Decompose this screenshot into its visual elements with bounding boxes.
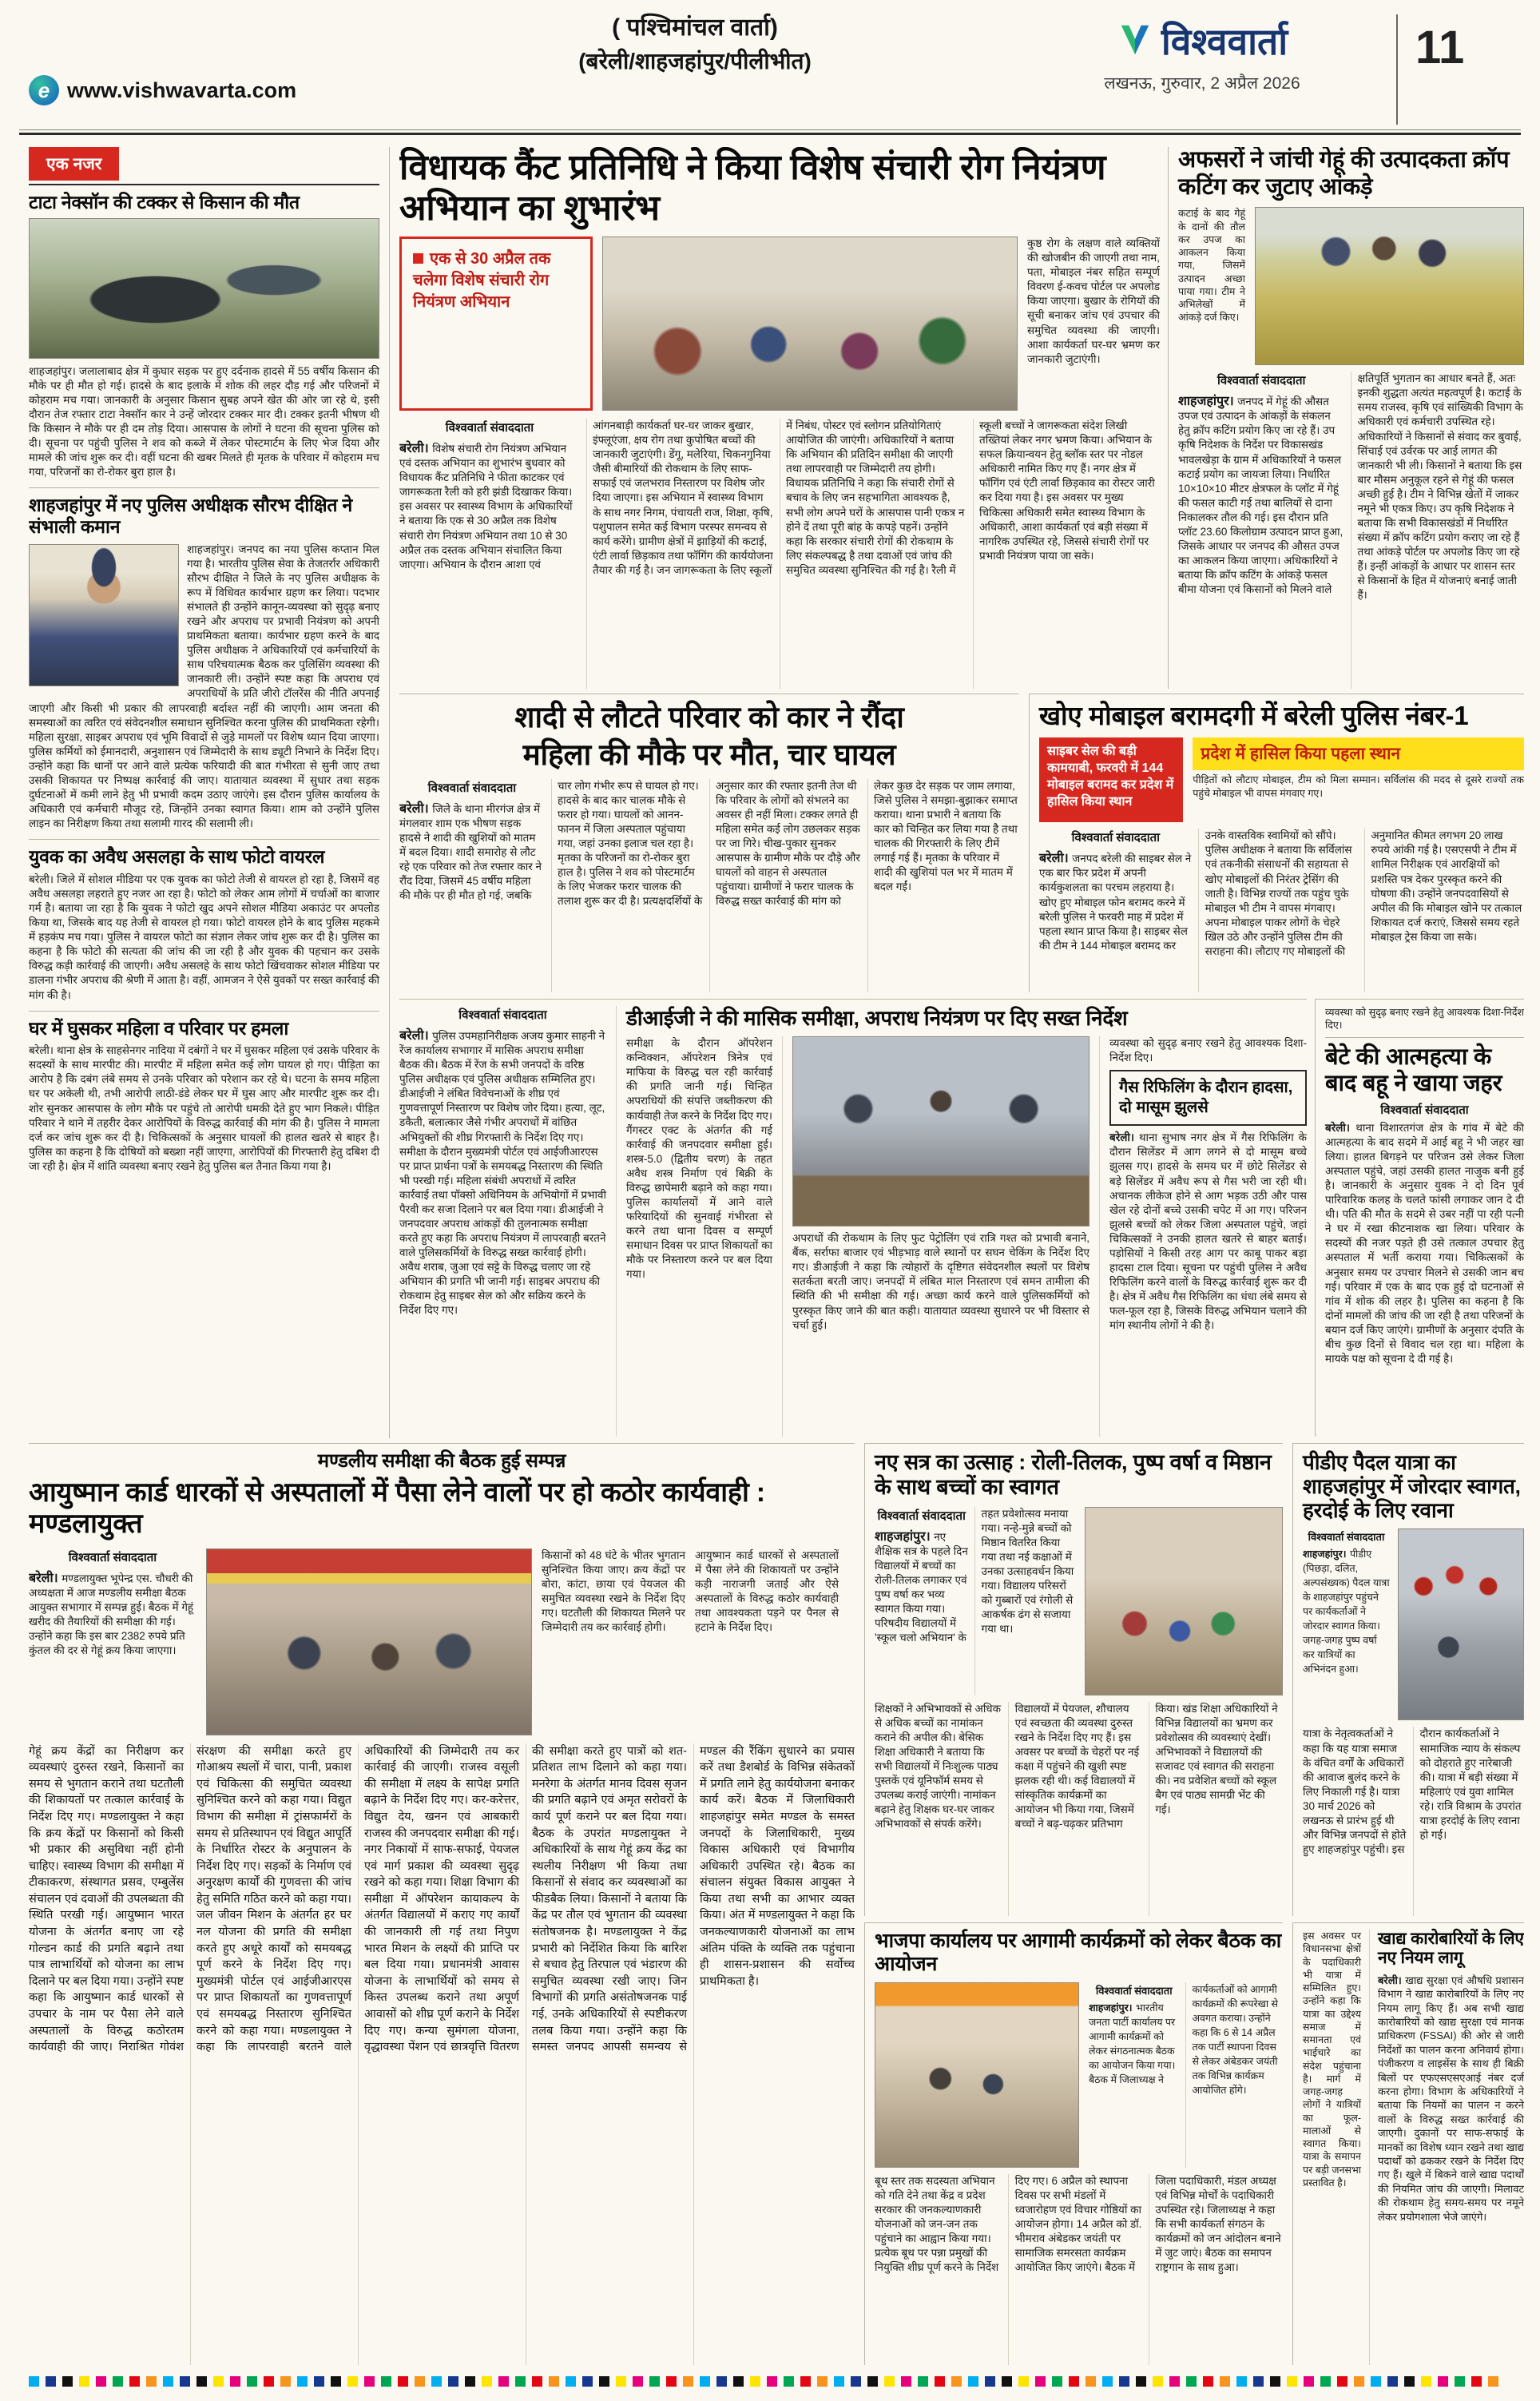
bjp-body-columns — [875, 2174, 1283, 2365]
website-link[interactable]: www.vishwavarta.com — [67, 78, 297, 102]
ayushman-body: गेहूं क्रय केंद्रों का निरीक्षण कर व्यवस्थाएं दुरुस्त रखने, किसानों का समय से भुगतान कराने तथा घटतौली की शिकायतों पर तत्काल कार्रवाई के निर्देश दिए गए। मण्डलायुक्त ने कहा कि क्रय केंद्रों पर किसानों को किसी भी प्रकार की असुविधा नहीं होनी चाहिए। स्वास्थ्य विभाग की समीक्षा में टीकाकरण, संस्थागत प्रसव, एम्बुलेंस संचालन एवं दवाओं की उपलब्धता की स्थिति परखी गई। आयुष्मान भारत योजना के अंतर्गत बनाए जा रहे गोल्डन कार्ड की प्रगति बढ़ाने तथा पात्र लाभार्थियों को योजना का लाभ दिलाने पर बल दिया गया। उन्होंने स्पष्ट कहा कि आयुष्मान कार्ड धारकों से उपचार के नाम पर पैसा लेने वाले अस्पतालों के विरुद्ध कठोरतम कार्यवाही की जाए। निराश्रित गोवंश संरक्षण की समीक्षा करते हुए गोआश्रय स्थलों में चारा, पानी, प्रकाश एवं चिकित्सा की समुचित व्यवस्था सुनिश्चित करने को कहा गया। विद्युत विभाग की समीक्षा में ट्रांसफार्मरों के समय से प्रतिस्थापन एवं विद्युत आपूर्ति के निर्धारित रोस्टर के अनुपालन के निर्देश दिए गए। सड़कों के निर्माण एवं अनुरक्षण कार्यों की गुणवत्ता की जांच हेतु समिति गठित करने को कहा गया। जल जीवन मिशन के अंतर्गत हर घर नल योजना की प्रगति की समीक्षा करते हुए अधूरे कार्यों को समयबद्ध पूर्ण करने के निर्देश दिए गए। मुख्यमंत्री पोर्टल एवं आईजीआरएस पर प्राप्त शिकायतों का गुणवत्तापूर्ण एवं समयबद्ध निस्तारण सुनिश्चित करने को कहा गया। मण्डलायुक्त ने कहा कि लापरवाही बरतने वाले अधिकारियों की जिम्मेदारी तय कर कार्रवाई की जाएगी। राजस्व वसूली की समीक्षा में लक्ष्य के सापेक्ष प्रगति बढ़ाने के निर्देश दिए गए। कर-करेत्तर, विद्युत देय, खनन एवं आबकारी राजस्व की जनपदवार समीक्षा की गई। नगर निकायों में साफ-सफाई, पेयजल एवं मार्ग प्रकाश की व्यवस्था सुदृढ़ रखने को कहा गया। शिक्षा विभाग की समीक्षा में ऑपरेशन कायाकल्प के अंतर्गत विद्यालयों में कराए गए कार्यों की जानकारी ली गई तथा निपुण भारत मिशन के लक्ष्यों की प्राप्ति पर बल दिया गया। प्रधानमंत्री आवास योजना के लाभार्थियों को समय से किस्त उपलब्ध कराने तथा अपूर्ण आवासों को शीघ्र पूर्ण कराने के निर्देश दिए गए। कन्या सुमंगला योजना, वृद्धावस्था पेंशन एवं छात्रवृत्ति वितरण की समीक्षा करते हुए पात्रों को शत-प्रतिशत लाभ दिलाने को कहा गया। मनरेगा के अंतर्गत मानव दिवस सृजन की प्रगति बढ़ाने एवं अमृत सरोवरों के कार्य पूर्ण कराने पर बल दिया गया। बैठक के उपरांत मण्डलायुक्त ने अधिकारियों के साथ गेहूं क्रय केंद्र का स्थलीय निरीक्षण भी किया तथा किसानों से संवाद कर व्यवस्थाओं का फीडबैक लिया। किसानों ने बताया कि केंद्र पर तौल एवं भुगतान की व्यवस्था संतोषजनक है। मण्डलायुक्त ने केंद्र प्रभारी को निर्देशित किया कि बारिश से बचाव हेतु तिरपाल एवं भंडारण की समुचित व्यवस्था रखी जाए। जिन विभागों की प्रगति असंतोषजनक पाई गई, उनके अधिकारियों से स्पष्टीकरण तलब किया गया। उन्होंने कहा कि समस्त जनपद आपसी समन्वय से मण्डल की रैंकिंग सुधारने का प्रयास करें तथा डैशबोर्ड के विभिन्न संकेतकों में प्रगति लाने हेतु कार्ययोजना बनाकर कार्य करें। बैठक में जिलाधिकारी शाहजहांपुर समेत मण्डल के समस्त जनपदों के जिलाधिकारी, मुख्य विकास अधिकारी एवं विभागीय अधिकारी उपस्थित रहे। बैठक का संचालन संयुक्त विकास आयुक्त ने किया तथा सभी का आभार व्यक्त किया। अंत में मण्डलायुक्त ने कहा कि जनकल्याणकारी योजनाओं का लाभ अंतिम पंक्ति के व्यक्ति तक पहुंचाना ही शासन-प्रशासन की सर्वोच्च प्राथमिकता है। — [29, 1744, 855, 2054]
registration-mark — [1488, 2376, 1498, 2387]
byline: विश्ववार्ता संवाददाता — [1071, 831, 1161, 845]
gas-body-wrap — [1109, 1131, 1307, 1437]
attack-headline: घर में घुसकर महिला व परिवार पर हमला — [29, 1011, 379, 1040]
gehu-body: जनपद में गेहूं की औसत उपज एवं उत्पादन के आंकड़ों के संकलन हेतु क्रॉप कटिंग प्रयोग किए जा रहे हैं। उप कृषि निदेशक के निर्देश पर विकासखंड भावलखेड़ा के ग्राम में अधिकारियों ने फसल कटाई प्रयोग का जायजा लिया। निर्धारित 10×10×10 मीटर क्षेत्रफल के प्लॉट में गेहूं की फसल काटी गई तथा बालियों से दाना निकालकर तौल की गई। इस दौरान प्रति प्लॉट 23.60 किलोग्राम उत्पादन प्राप्त हुआ, जिसके आधार पर जनपद की औसत उपज का आकलन किया जाएगा। अधिकारियों ने बताया कि क्रॉप कटिंग के आंकड़े फसल बीमा योजना एवं किसानों को मिलने वाले क्षतिपूर्ति भुगतान का आधार बनते हैं, अतः इनकी शुद्धता अत्यंत महत्वपूर्ण है। कटाई के समय राजस्व, कृषि एवं सांख्यिकी विभाग के अधिकारी एवं कर्मचारी उपस्थित रहे। अधिकारियों ने किसानों से संवाद कर बुवाई, सिंचाई एवं उर्वरक पर आई लागत की जानकारी भी ली। किसानों ने बताया कि इस बार मौसम अनुकूल रहने से गेहूं की फसल अच्छी हुई है। टीम ने विभिन्न खेतों में जाकर नमूने भी एकत्र किए। उप कृषि निदेशक ने बताया कि सभी विकासखंडों में निर्धारित संख्या में क्रॉप कटिंग प्रयोग कराए जा रहे हैं तथा आंकड़े पोर्टल पर अपलोड किए जा रहे हैं। इन्हीं आंकड़ों के आधार पर शासन स्तर से किसानों के हित में योजनाएं बनाई जाती हैं। — [1178, 372, 1523, 602]
sanchari-body-columns — [399, 419, 1160, 689]
registration-mark — [1270, 2376, 1280, 2387]
registration-mark — [935, 2376, 945, 2387]
gas-headline: गैस रिफिलिंग के दौरान हादसा, दो मासूम झुलसे — [1109, 1070, 1307, 1126]
registration-mark — [297, 2376, 308, 2387]
gas-sub-article — [1099, 1036, 1307, 1437]
dateline: बरेली। — [1325, 1121, 1350, 1134]
mobile-body: जनपद बरेली की साइबर सेल ने एक बार फिर प्रदेश में अपनी कार्यकुशलता का परचम लहराया है। खोए हुए मोबाइल फोन बरामद करने में बरेली पुलिस ने फरवरी माह में प्रदेश में पहला स्थान प्राप्त किया है। साइबर सेल की टीम ने 144 मोबाइल बरामद कर उनके वास्तविक स्वामियों को सौंपे। पुलिस अधीक्षक ने बताया कि सर्विलांस एवं तकनीकी संसाधनों की सहायता से खोए मोबाइलों की निरंतर ट्रेसिंग की जाती है। विभिन्न राज्यों तक पहुंच चुके मोबाइल भी टीम ने वापस मंगवाए। अपना मोबाइल पाकर लोगों के चेहरे खिल उठे और उन्होंने पुलिस टीम की सराहना की। लौटाए गए मोबाइलों की अनुमानित कीमत लगभग 20 लाख रुपये आंकी गई है। एसएसपी ने टीम में शामिल निरीक्षक एवं आरक्षियों को प्रशस्ति पत्र देकर पुरस्कृत करने की घोषणा की। उन्होंने जनपदवासियों से अपील की कि मोबाइल खोने पर तत्काल शिकायत दर्ज कराएं, जिससे समय रहते मोबाइल ट्रेस किया जा सके। — [1039, 829, 1522, 957]
accident-body: शाहजहांपुर। जलालाबाद क्षेत्र में कुघार सड़क पर हुए दर्दनाक हादसे में 55 वर्षीय किसान की मौके पर ही मौत हो गई। हादसे के बाद इलाके में शोक की लहर दौड़ गई और परिजनों में कोहराम मच गया। जानकारी के अनुसार किसान सुबह अपने खेत की ओर जा रहे थे, इसी दौरान तेज रफ्तार टाटा नेक्सॉन कार ने उन्हें जोरदार टक्कर मार दी। टक्कर इतनी भीषण थी कि किसान ने मौके पर ही दम तोड़ दिया। आसपास के लोगों ने घटना की सूचना पुलिस को दी। सूचना पर पहुंची पुलिस ने शव को कब्जे में लेकर पोस्टमार्टम के लिए भेज दिया और मामले की जांच शुरू कर दी। वहीं घटना की खबर मिलते ही मृतक के परिवार में कोहराम मच गया, परिजनों का रो-रोकर बुरा हाल है। — [29, 364, 379, 479]
viral-photo-body: बरेली। जिले में सोशल मीडिया पर एक युवक का फोटो तेजी से वायरल हो रहा है, जिसमें वह अवैध असलहा लहराते हुए नजर आ रहा है। फोटो को लेकर आम लोगों में चर्चाओं का बाजार गर्म है। बताया जा रहा है कि युवक ने फोटो खुद अपने सोशल मीडिया अकाउंट पर अपलोड किया था, जिसके बाद यह तेजी से वायरल हो गया। फोटो वायरल होने के बाद पुलिस महकमे में हड़कंप मच गया। पुलिस ने वायरल फोटो का संज्ञान लेकर जांच शुरू कर दी है। पुलिस का कहना है कि फोटो की सत्यता की जांच की जा रही है और युवक की पहचान कर उसके विरुद्ध कड़ी कार्रवाई की जाएगी। अवैध असलहे के साथ फोटो खिंचवाकर सोशल मीडिया पर डालना गंभीर अपराध की श्रेणी में आता है। वहीं, आमजन ने ऐसे युवकों पर सख्त कार्रवाई की मांग की है। — [29, 873, 379, 1001]
gehu-body-columns — [1178, 372, 1524, 689]
registration-mark — [1169, 2376, 1180, 2387]
viral-photo-headline: युवक का अवैध असलहा के साथ फोटो वायरल — [29, 839, 379, 868]
ek-najar-label: एक नजर — [29, 147, 119, 181]
naya-satra-body-columns — [875, 1702, 1283, 1916]
gehu-article — [1168, 147, 1524, 689]
registration-mark — [817, 2376, 828, 2387]
registration-mark — [1320, 2376, 1331, 2387]
ayushman-body-columns — [29, 1743, 855, 2365]
dateline: शाहजहांपुर। — [1303, 1548, 1347, 1560]
wheat-crop-cutting-photo — [1255, 207, 1524, 365]
byline: विश्ववार्ता संवाददाता — [458, 1008, 547, 1022]
registration-mark — [633, 2376, 643, 2387]
gas-body: थाना सुभाष नगर क्षेत्र में गैस रिफिलिंग के दौरान सिलेंडर में आग लगने से दो मासूम बच्चे झुलस गए। हादसे के समय घर में छोटे सिलेंडर से बड़े सिलेंडर में अवैध रूप से गैस भरी जा रही थी। अचानक लीकेज होने से आग भड़क उठी और पास खेल रहे दोनों बच्चे उसकी चपेट में आ गए। परिजन झुलसे बच्चों को लेकर जिला अस्पताल पहुंचे, जहां चिकित्सकों ने उनकी हालत खतरे से बाहर बताई। पड़ोसियों ने किसी तरह आग पर काबू पाकर बड़ा हादसा टाल दिया। सूचना पर पहुंची पुलिस ने अवैध रिफिलिंग करने वालों के विरुद्ध कार्रवाई शुरू कर दी है। क्षेत्र में अवैध गैस रिफिलिंग का धंधा लंबे समय से फल-फूल रहा है, जिसके विरुद्ध अभियान चलाने की मांग स्थानीय लोगों ने की है। — [1109, 1131, 1307, 1332]
dig-col1 — [399, 1006, 617, 1437]
ayushman-col-r2: आयुष्मान कार्ड धारकों से अस्पतालों में पैसा लेने की शिकायतों पर उन्होंने कड़ी नाराजगी जताई और ऐसे अस्पतालों के विरुद्ध कठोर कार्यवाही तथा आवश्यकता पड़ने पर पैनल से हटाने के निर्देश दिए। — [695, 1548, 839, 1634]
registration-mark — [918, 2376, 928, 2387]
byline: विश्ववार्ता संवाददाता — [1308, 1531, 1385, 1544]
registration-mark — [649, 2376, 660, 2387]
registration-mark — [951, 2376, 962, 2387]
registration-mark — [465, 2376, 475, 2387]
registration-mark — [431, 2376, 442, 2387]
registration-mark — [784, 2376, 794, 2387]
registration-mark — [716, 2376, 727, 2387]
registration-mark — [113, 2376, 123, 2387]
ayushman-article — [29, 1443, 855, 2365]
dig-photo-column — [792, 1036, 1090, 1437]
registration-mark — [800, 2376, 811, 2387]
khadya-article — [1378, 1930, 1524, 2365]
bahu-article — [1315, 999, 1524, 1437]
registration-mark — [1052, 2376, 1062, 2387]
sanchari-body: विशेष संचारी रोग नियंत्रण अभियान एवं दस्तक अभियान का शुभारंभ बुधवार को विधायक कैंट प्रतिनिधि ने फीता काटकर एवं जागरूकता रैली को हरी झंडी दिखाकर किया। इस अवसर पर स्वास्थ्य विभाग के अधिकारियों ने बताया कि एक से 30 अप्रैल तक विशेष संचारी रोग नियंत्रण अभियान तथा 10 से 30 अप्रैल तक दस्तक अभियान संचालित किया जाएगा। अभियान के दौरान आशा एवं आंगनबाड़ी कार्यकर्ता घर-घर जाकर बुखार, इंफ्लूएंजा, क्षय रोग तथा कुपोषित बच्चों की जानकारी जुटाएंगी। डेंगू, मलेरिया, चिकनगुनिया जैसी बीमारियों की रोकथाम के लिए साफ-सफाई एवं जलभराव निस्तारण पर विशेष जोर दिया जाएगा। इस अभियान में स्वास्थ्य विभाग के साथ नगर निगम, पंचायती राज, शिक्षा, कृषि, पशुपालन समेत कई विभाग परस्पर समन्वय से कार्य करेंगे। ग्रामीण क्षेत्रों में झाड़ियों की कटाई, एंटी लार्वा छिड़काव तथा फॉगिंग की कार्ययोजना तैयार की गई है। जन जागरूकता के लिए स्कूलों में निबंध, पोस्टर एवं स्लोगन प्रतियोगिताएं आयोजित की जाएंगी। अधिकारियों ने बताया कि अभियान की प्रतिदिन समीक्षा की जाएगी तथा लापरवाही पर जिम्मेदारी तय होगी। विधायक प्रतिनिधि ने कहा कि संचारी रोगों से बचाव के लिए जन सहभागिता आवश्यक है, सभी लोग अपने घरों के आसपास पानी एकत्र न होने दें तथा पूरी बांह के कपड़े पहनें। उन्होंने कहा कि सरकार संचारी रोगों की रोकथाम के लिए संकल्पबद्ध है तथा दवाओं एवं जांच की समुचित व्यवस्था सुनिश्चित की गई है। रैली में स्कूली बच्चों ने जागरूकता संदेश लिखी तख्तियां लेकर नगर भ्रमण किया। अभियान के सफल क्रियान्वयन हेतु ब्लॉक स्तर पर नोडल अधिकारी नामित किए गए हैं। नगर क्षेत्र में फॉगिंग एवं एंटी लार्वा छिड़काव का रोस्टर जारी कर दिया गया है। इस अवसर पर मुख्य चिकित्सा अधिकारी समेत स्वास्थ्य विभाग के अधिकारी, आशा कार्यकर्ता एवं बड़ी संख्या में नागरिक उपस्थित रहे, जिससे संचारी रोगों पर प्रभावी नियंत्रण पाया जा सके। — [399, 419, 1155, 576]
mobile-red-callout: साइबर सेल की बड़ी कामयाबी, फरवरी में 144 मोबाइल बरामद कर प्रदेश में हासिल किया स्थान — [1039, 737, 1183, 822]
registration-mark — [448, 2376, 458, 2387]
registration-mark — [364, 2376, 375, 2387]
registration-mark — [129, 2376, 140, 2387]
registration-mark — [985, 2376, 995, 2387]
pda-lead: पीडीए (पिछड़ा, दलित, अल्पसंख्यक) पैदल यात्रा के शाहजहांपुर पहुंचने पर कार्यकर्ताओं ने जोरदार स्वागत किया। जगह-जगह पुष्प वर्षा कर यात्रियों का अभिनंदन हुआ। — [1303, 1548, 1390, 1676]
registration-mark — [968, 2376, 978, 2387]
shaadi-headline-2: महिला की मौके पर मौत, चार घायल — [522, 737, 896, 771]
registration-mark — [1455, 2376, 1465, 2387]
registration-mark — [46, 2376, 56, 2387]
bjp-article — [864, 1922, 1283, 2365]
bjp-meeting-photo — [875, 1982, 1079, 2168]
pda-lead-column — [1303, 1528, 1390, 1720]
byline: विश्ववार्ता संवाददाता — [427, 781, 517, 795]
accident-headline: टाटा नेक्सॉन की टक्कर से किसान की मौत — [29, 192, 300, 213]
registration-mark — [549, 2376, 559, 2387]
registration-mark — [1253, 2376, 1264, 2387]
dig-continuation-text: व्यवस्था को सुदृढ़ बनाए रखने हेतु आवश्यक दिशा-निर्देश दिए। — [1325, 1006, 1524, 1038]
registration-mark — [683, 2376, 693, 2387]
registration-mark — [381, 2376, 391, 2387]
registration-mark — [163, 2376, 173, 2387]
naya-satra-headline: नए सत्र का उत्साह : रोली-तिलक, पुष्प वर्षा व मिष्ठान के साथ बच्चों का स्वागत — [875, 1450, 1272, 1500]
ayushman-lead-column — [29, 1548, 196, 1735]
registration-mark — [1119, 2376, 1129, 2387]
pda-article — [1292, 1443, 1524, 1916]
registration-mark — [1002, 2376, 1012, 2387]
ayushman-col-r1: किसानों को 48 घंटे के भीतर भुगतान सुनिश्चित किया जाए। क्रय केंद्रों पर बोरा, कांटा, छाया एवं पेयजल की समुचित व्यवस्था रखने के निर्देश दिए गए। घटतौली की शिकायत मिलने पर जिम्मेदारी तय कर कार्रवाई होगी। — [542, 1548, 685, 1634]
dig-headline: डीआईजी ने की मासिक समीक्षा, अपराध नियंत्रण पर दिए सख्त निर्देश — [626, 1006, 1128, 1030]
registration-mark — [415, 2376, 425, 2387]
new-sp-headline: शाहजहांपुर में नए पुलिस अधीक्षक सौरभ दीक्षित ने संभाली कमान — [29, 487, 379, 537]
shaadi-body: जिले के थाना मीरगंज क्षेत्र में मंगलवार शाम एक भीषण सड़क हादसे ने शादी की खुशियों को मातम में बदल दिया। शादी समारोह से लौट रहे एक परिवार को तेज रफ्तार कार ने रौंद दिया, जिसमें 45 वर्षीय महिला की मौके पर ही मौत हो गई, जबकि चार लोग गंभीर रूप से घायल हो गए। हादसे के बाद कार चालक मौके से फरार हो गया। घायलों को आनन-फानन में जिला अस्पताल पहुंचाया गया, जहां उनका इलाज चल रहा है। मृतका के परिजनों का रो-रोकर बुरा हाल है। पुलिस ने शव को पोस्टमार्टम के लिए भेजकर फरार चालक की तलाश शुरू कर दी है। प्रत्यक्षदर्शियों के अनुसार कार की रफ्तार इतनी तेज थी कि परिवार के लोगों को संभलने का अवसर ही नहीं मिला। टक्कर लगते ही महिला समेत कई लोग उछलकर सड़क पर जा गिरे। चीख-पुकार सुनकर आसपास के ग्रामीण मौके पर दौड़े और घायलों को वाहन से अस्पताल पहुंचाया। ग्रामीणों ने फरार चालक के विरुद्ध सख्त कार्रवाई की मांग को लेकर कुछ देर सड़क पर जाम लगाया, जिसे पुलिस ने समझा-बुझाकर समाप्त कराया। थाना प्रभारी ने बताया कि कार को चिन्हित कर लिया गया है तथा चालक की गिरफ्तारी के लिए टीमें लगाई गई हैं। मृतका के परिवार में शादी की खुशियां पल भर में मातम में बदल गईं। — [399, 779, 1018, 908]
commissioner-meeting-photo — [206, 1548, 532, 1735]
registration-mark — [498, 2376, 509, 2387]
registration-mark — [1236, 2376, 1247, 2387]
byline: विश्ववार्ता संवाददाता — [1380, 1103, 1469, 1117]
byline: विश्ववार्ता संवाददाता — [1095, 1985, 1173, 1997]
registration-mark — [347, 2376, 358, 2387]
dig-article — [399, 999, 1307, 1437]
accident-photo — [29, 218, 379, 359]
registration-mark — [1404, 2376, 1415, 2387]
bahu-headline: बेटे की आत्महत्या के बाद बहू ने खाया जहर — [1325, 1043, 1502, 1097]
pda-continuation-text: इस अवसर पर विधानसभा क्षेत्रों के पदाधिकारी भी यात्रा में सम्मिलित हुए। उन्होंने कहा कि यात्रा का उद्देश्य समाज में समानता एवं भाईचारे का संदेश पहुंचाना है। मार्ग में जगह-जगह लोगों ने यात्रियों का फूल-मालाओं से स्वागत किया। यात्रा के समापन पर बड़ी जनसभा प्रस्तावित है। — [1303, 1930, 1370, 2365]
registration-mark — [331, 2376, 341, 2387]
shaadi-headline-1: शादी से लौटते परिवार को कार ने रौंदा — [514, 701, 904, 733]
registration-mark — [666, 2376, 677, 2387]
registration-mark — [1086, 2376, 1096, 2387]
gehu-headline: अफसरों ने जांची गेहूं की उत्पादकता क्रॉप कटिंग कर जुटाए आंकड़े — [1178, 147, 1510, 200]
bahu-body: थाना विशारतगंज क्षेत्र के गांव में बेटे की आत्महत्या के बाद सदमे में आई बहू ने भी जहर खा लिया। हालत बिगड़ने पर परिजन उसे लेकर जिला अस्पताल पहुंचे, जहां उसकी हालत नाजुक बनी हुई है। जानकारी के अनुसार युवक ने दो दिन पूर्व पारिवारिक कलह के चलते फांसी लगाकर जान दे दी थी। पति की मौत के सदमे से उबर नहीं पा रही पत्नी ने घर में रखा कीटनाशक खा लिया। परिवार के सदस्यों की नजर पड़ते ही उसे तत्काल उपचार हेतु अस्पताल में भर्ती कराया गया। चिकित्सकों के अनुसार समय पर उपचार मिलने से उसकी जान बच गई। परिवार में एक के बाद एक हुई दो घटनाओं से गांव में शोक की लहर है। पुलिस का कहना है कि दोनों मामलों की जांच की जा रही है तथा परिजनों के बयान दर्ज किए जाएंगे। ग्रामीणों के अनुसार दंपति के बीच कुछ दिनों से विवाद चल रहा था। महिला के मायके पक्ष को सूचना दे दी गई है। — [1325, 1121, 1524, 1365]
registration-mark — [1035, 2376, 1046, 2387]
registration-mark — [1136, 2376, 1146, 2387]
shaadi-body-columns — [399, 779, 1019, 992]
registration-mark — [515, 2376, 526, 2387]
registration-mark — [314, 2376, 324, 2387]
registration-mark — [79, 2376, 89, 2387]
sanchari-headline: विधायक कैंट प्रतिनिधि ने किया विशेष संचारी रोग नियंत्रण अभियान का शुभारंभ — [399, 148, 1106, 229]
registration-mark — [280, 2376, 291, 2387]
dateline: शाहजहांपुर। — [875, 1529, 931, 1544]
registration-mark — [213, 2376, 224, 2387]
registration-mark — [582, 2376, 593, 2387]
mobile-article — [1029, 694, 1524, 992]
dateline: बरेली। — [399, 801, 429, 816]
registration-mark — [1186, 2376, 1197, 2387]
new-sp-body: शाहजहांपुर। जनपद का नया पुलिस कप्तान मिल गया है। भारतीय पुलिस सेवा के तेजतर्रार अधिकारी सौरभ दीक्षित ने जिले के नए पुलिस अधीक्षक के रूप में विधिवत कार्यभार ग्रहण कर लिया। पदभार संभालते ही उन्होंने कानून-व्यवस्था को सुदृढ़ बनाए रखने और अपराध पर प्रभावी नियंत्रण को अपनी प्राथमिकता बताया। कार्यभार ग्रहण करने के बाद पुलिस अधीक्षक ने अधिकारियों एवं कर्मचारियों के साथ परिचयात्मक बैठक कर पुलिसिंग व्यवस्था की जानकारी ली। उन्होंने स्पष्ट कहा कि अपराध एवं अपराधियों के प्रति जीरो टॉलरेंस की नीति अपनाई जाएगी और किसी भी प्रकार की लापरवाही बर्दाश्त नहीं की जाएगी। आम जनता की समस्याओं का त्वरित एवं संवेदनशील समाधान सुनिश्चित करना पुलिस की प्राथमिकता रहेगी। महिला सुरक्षा, साइबर अपराध एवं भूमि विवादों से जुड़े मामलों पर विशेष ध्यान दिया जाएगा। पुलिस कर्मियों को ईमानदारी, अनुशासन एवं जिम्मेदारी के साथ ड्यूटी निभाने के निर्देश दिए। उन्होंने कहा कि थानों पर आने वाले प्रत्येक फरियादी की बात गंभीरता से सुनी जाए तथा उसकी शिकायत पर निष्पक्ष कार्रवाई की जाए। यातायात व्यवस्था में सुधार तथा सड़क दुर्घटनाओं में कमी लाने हेतु भी प्रभावी कदम उठाए जाएंगे। इस दौरान पुलिस कार्यालय के अधिकारी एवं कर्मचारी मौजूद रहे, जिन्होंने उनका स्वागत किया। शाम को उन्होंने पुलिस लाइन का निरीक्षण किया तथा सलामी गारद की सलामी ली। — [29, 543, 379, 830]
dig-col4-top-text: व्यवस्था को सुदृढ़ बनाए रखने हेतु आवश्यक दिशा-निर्देश दिए। — [1109, 1037, 1307, 1064]
khadya-body-wrap — [1378, 1974, 1524, 2365]
registration-mark — [599, 2376, 609, 2387]
bjp-lead-columns — [1089, 1982, 1283, 2168]
registration-mark — [180, 2376, 190, 2387]
registration-mark — [29, 2376, 39, 2387]
sanchari-callout-text: एक से 30 अप्रैल तक चलेगा विशेष संचारी रोग नियंत्रण अभियान — [413, 250, 551, 312]
sanchari-callout-box — [399, 237, 593, 411]
registration-mark — [230, 2376, 240, 2387]
registration-mark — [767, 2376, 777, 2387]
attack-body: बरेली। थाना क्षेत्र के साहसेनगर नादिया में दबंगों ने घर में घुसकर महिला एवं उसके परिवार के सदस्यों के साथ मारपीट की। मारपीट में महिला समेत कई लोग घायल हो गए। पीड़िता का आरोप है कि दबंग लंबे समय से उनके परिवार को परेशान कर रहे थे। घटना के समय महिला घर पर अकेली थी, तभी आरोपी लाठी-डंडे लेकर घर में घुस आए और मारपीट शुरू कर दी। शोर सुनकर आसपास के लोग मौके पर पहुंचे तो आरोपी धमकी देते हुए भाग निकले। पीड़ित परिवार ने थाने में तहरीर देकर आरोपियों के विरुद्ध कार्रवाई की मांग की है। पुलिस ने मामला दर्ज कर जांच शुरू कर दी है। चिकित्सकों के अनुसार घायलों की हालत खतरे से बाहर है। पुलिस का कहना है कि दोषियों को बख्शा नहीं जाएगा, आरोपियों की गिरफ्तारी हेतु दबिश दी जा रही है। क्षेत्र में शांति व्यवस्था बनाए रखने हेतु पुलिस बल तैनात किया गया है। — [29, 1044, 379, 1172]
pda-body-columns — [1303, 1727, 1524, 1916]
registration-mark — [1371, 2376, 1381, 2387]
sanchari-side-col: कुष्ठ रोग के लक्षण वाले व्यक्तियों की खोजबीन की जाएगी तथा नाम, पता, मोबाइल नंबर सहित सम्पूर्ण विवरण ई-कवच पोर्टल पर अपलोड किया जाएगा। बुखार के रोगियों की सूची बनाकर जांच एवं उपचार की समुचित व्यवस्था की जाएगी। आशा कार्यकर्ता घर-घर भ्रमण कर जानकारी जुटाएंगी। — [1027, 237, 1160, 365]
registration-mark — [1203, 2376, 1213, 2387]
pda-headline: पीडीए पैदल यात्रा का शाहजहांपुर में जोरदार स्वागत, हरदोई के लिए रवाना — [1303, 1450, 1521, 1523]
registration-mark — [834, 2376, 844, 2387]
dig-col2-text: समीक्षा के दौरान ऑपरेशन कन्विक्शन, ऑपरेशन त्रिनेत्र एवं माफिया के विरुद्ध चल रही कार्रवाई की प्रगति जानी गई। चिन्हित अपराधियों की संपत्ति जब्तीकरण की कार्यवाही तेज करने के निर्देश दिए गए। गैंगस्टर एक्ट के अंतर्गत की गई कार्रवाई की जनपदवार समीक्षा हुई। शस्त्र-5.0 (द्वितीय चरण) के तहत अवैध शस्त्र निर्माण एवं बिक्री के विरुद्ध छापेमारी बढ़ाने को कहा गया। पुलिस कार्यालयों में आने वाले फरियादियों की सुनवाई गंभीरता से करने तथा थाना दिवस व सम्पूर्ण समाधान दिवस पर प्राप्त शिकायतों का मौके पर निस्तारण करने पर बल दिया गया। — [626, 1036, 783, 1437]
registration-mark — [264, 2376, 274, 2387]
khadya-headline: खाद्य कारोबारियों के लिए नए नियम लागू — [1378, 1930, 1524, 1968]
byline: विश्ववार्ता संवाददाता — [877, 1509, 966, 1523]
registration-mark — [1287, 2376, 1297, 2387]
registration-mark — [146, 2376, 157, 2387]
page-number: 11 — [1415, 22, 1465, 74]
khadya-body: खाद्य सुरक्षा एवं औषधि प्रशासन विभाग ने खाद्य कारोबारियों के लिए नए नियम लागू किए हैं। अब सभी खाद्य कारोबारियों को खाद्य सुरक्षा एवं मानक प्राधिकरण (FSSAI) की ओर से जारी निर्देशों का पालन करना अनिवार्य होगा। पंजीकरण व लाइसेंस के साथ ही बिक्री बिलों पर एफएसएसएआई नंबर दर्ज करना होगा। विभाग के अधिकारियों ने बताया कि नियमों का पालन न करने वालों के विरुद्ध सख्त कार्रवाई की जाएगी। दुकानों पर साफ-सफाई के मानकों का विशेष ध्यान रखने तथा खाद्य पदार्थों को ढककर रखने के निर्देश दिए गए हैं। खुले में बिकने वाले खाद्य पदार्थों की नियमित जांच की जाएगी। मिलावट की रोकथाम हेतु समय-समय पर नमूने लेकर प्रयोगशाला भेजे जाएंगे। — [1378, 1974, 1524, 2223]
globe-icon: e — [29, 75, 59, 105]
registration-mark — [1387, 2376, 1398, 2387]
registration-mark — [1421, 2376, 1431, 2387]
byline: विश्ववार्ता संवाददाता — [445, 421, 534, 435]
new-sp-story — [29, 543, 379, 832]
registration-mark — [482, 2376, 492, 2387]
registration-mark — [1471, 2376, 1482, 2387]
naya-satra-lead-columns — [875, 1507, 1075, 1695]
registration-mark — [196, 2376, 207, 2387]
shaadi-article — [399, 694, 1019, 992]
masthead-title: विश्ववार्ता — [1161, 21, 1288, 62]
region-title: ( पश्चिमांचल वार्ता) — [612, 14, 778, 41]
school-welcome-photo — [1085, 1507, 1283, 1695]
ayushman-headline: आयुष्मान कार्ड धारकों से अस्पतालों में पैसा लेने वालों पर हो कठोर कार्यवाही : मण्डलायुक्त — [29, 1477, 765, 1540]
registration-mark — [616, 2376, 626, 2387]
campaign-launch-photo — [602, 237, 1018, 411]
naya-satra-article — [864, 1443, 1283, 1916]
header-rule — [19, 133, 1521, 135]
registration-mark — [851, 2376, 861, 2387]
dateline: बरेली। — [29, 1571, 58, 1585]
naya-satra-lead: नए शैक्षिक सत्र के पहले दिन विद्यालयों में बच्चों का रोली-तिलक लगाकर एवं पुष्प वर्षा कर भव्य स्वागत किया गया। परिषदीय विद्यालयों में 'स्कूल चलो अभियान' के तहत प्रवेशोत्सव मनाया गया। नन्हे-मुन्ने बच्चों को मिष्ठान वितरित किया गया तथा नई कक्षाओं में उनका उत्साहवर्धन किया गया। विद्यालय परिसरों को गुब्बारों एवं रंगोली से आकर्षक ढंग से सजाया गया था। — [875, 1507, 1074, 1644]
sp-portrait-photo — [29, 544, 179, 686]
byline: विश्ववार्ता संवाददाता — [68, 1550, 157, 1564]
registration-mark — [566, 2376, 576, 2387]
registration-mark — [398, 2376, 408, 2387]
bahu-body-wrap — [1325, 1121, 1524, 1437]
ayushman-lead: मण्डलायुक्त भूपेन्द्र एस. चौधरी की अध्यक्षता में आज मण्डलीय समीक्षा बैठक आयुक्त सभागार में सम्पन्न हुई। बैठक में गेहूं खरीद की तैयारियों की समीक्षा की गई। उन्होंने कहा कि इस बार 2382 रुपये प्रति कुंतल की दर से गेहूं क्रय किया जाएगा। — [29, 1572, 194, 1657]
bjp-lead: भारतीय जनता पार्टी कार्यालय पर आगामी कार्यक्रमों को लेकर संगठनात्मक बैठक का आयोजन किया गया। बैठक में जिलाध्यक्ष ने कार्यकर्ताओं को आगामी कार्यक्रमों की रूपरेखा से अवगत कराया। उन्होंने कहा कि 6 से 14 अप्रैल तक पार्टी स्थापना दिवस से लेकर अंबेडकर जयंती तक विभिन्न कार्यक्रम आयोजित होंगे। — [1089, 1984, 1278, 2096]
registration-mark — [1354, 2376, 1364, 2387]
registration-mark — [1220, 2376, 1230, 2387]
registration-mark — [96, 2376, 106, 2387]
header-divider — [1396, 14, 1398, 125]
registration-mark — [700, 2376, 710, 2387]
dateline: बरेली। — [1039, 852, 1069, 866]
registration-mark — [1102, 2376, 1113, 2387]
registration-mark — [867, 2376, 878, 2387]
registration-mark — [1304, 2376, 1314, 2387]
dateline: बरेली। — [1378, 1974, 1402, 1986]
dateline: शाहजहांपुर। — [1178, 395, 1234, 409]
dig-review-meeting-photo — [792, 1036, 1090, 1226]
khadya-section — [1292, 1922, 1524, 2365]
gehu-side-col: कटाई के बाद गेहूं के दानों की तौल कर उपज का आकलन किया गया, जिसमें उत्पादन अच्छा पाया गया। टीम ने अभिलेखों में आंकड़े दर्ज किए। — [1178, 208, 1245, 324]
dateline: शाहजहांपुर। — [1089, 2002, 1133, 2013]
registration-mark — [532, 2376, 542, 2387]
header-rule-thin — [19, 129, 1521, 130]
mobile-body-columns — [1039, 829, 1524, 992]
registration-mark — [62, 2376, 73, 2387]
sanchari-article — [399, 147, 1160, 689]
dateline: बरेली। — [399, 442, 429, 456]
registration-mark — [247, 2376, 257, 2387]
registration-mark — [1153, 2376, 1163, 2387]
naya-satra-body: शिक्षकों ने अभिभावकों से अधिक से अधिक बच्चों का नामांकन कराने की अपील की। बेसिक शिक्षा अधिकारी ने बताया कि सभी विद्यालयों में निःशुल्क पाठ्य पुस्तकें एवं यूनिफॉर्म समय से उपलब्ध कराई जाएंगी। नामांकन बढ़ाने हेतु शिक्षक घर-घर जाकर अभिभावकों से संपर्क करेंगे। विद्यालयों में पेयजल, शौचालय एवं स्वच्छता की व्यवस्था दुरुस्त रखने के निर्देश दिए गए हैं। इस अवसर पर बच्चों के चेहरों पर नई कक्षा में पहुंचने की खुशी स्पष्ट झलक रही थी। कई विद्यालयों में सांस्कृतिक कार्यक्रमों का आयोजन भी किया गया, जिसमें बच्चों ने बढ़-चढ़कर प्रतिभाग किया। खंड शिक्षा अधिकारियों ने विभिन्न विद्यालयों का भ्रमण कर प्रवेशोत्सव की व्यवस्थाएं देखीं। अभिभावकों ने विद्यालयों की सजावट एवं स्वागत की सराहना की। नव प्रवेशित बच्चों को स्कूल बैग एवं पाठ्य सामग्री भेंट की गई। — [875, 1702, 1278, 1831]
byline: विश्ववार्ता संवाददाता — [1217, 374, 1306, 388]
edition-dateline: लखनऊ, गुरुवार, 2 अप्रैल 2026 — [1104, 74, 1300, 93]
dateline: बरेली। — [1109, 1131, 1134, 1144]
mobile-yellow-sub: पीड़ितों को लौटाए मोबाइल, टीम को मिला सम्मान। सर्विलांस की मदद से दूसरे राज्यों तक पहुंचे मोबाइल भी वापस मंगवाए गए। — [1193, 774, 1524, 799]
mobile-yellow-callout: प्रदेश में हासिल किया पहला स्थान — [1193, 737, 1524, 770]
ayushman-kicker: मण्डलीय समीक्षा की बैठक हुई सम्पन्न — [317, 1450, 566, 1472]
pda-march-photo — [1398, 1528, 1524, 1720]
registration-mark — [1069, 2376, 1079, 2387]
editions-title: (बरेली/शाहजहांपुर/पीलीभीत) — [578, 49, 812, 74]
mobile-headline: खोए मोबाइल बरामदगी में बरेली पुलिस नंबर-1 — [1039, 701, 1469, 730]
bullet-square-icon — [413, 253, 423, 264]
registration-marks — [29, 2376, 1511, 2387]
registration-mark — [750, 2376, 760, 2387]
dig-col3-text: अपराधों की रोकथाम के लिए फुट पेट्रोलिंग एवं रात्रि गश्त को प्रभावी बनाने, बैंक, सर्राफा बाजार एवं भीड़भाड़ वाले स्थानों पर सघन चेकिंग के निर्देश दिए गए। डीआईजी ने कहा कि त्योहारों के दृष्टिगत संवेदनशील स्थलों पर विशेष सतर्कता बरती जाए। जनपदों में लंबित माल निस्तारण एवं समन तामीला की स्थिति की भी समीक्षा की गई। अच्छा कार्य करने वाले पुलिसकर्मियों को पुरस्कृत किए जाने की बात कही। यातायात व्यवस्था सुधारने पर भी विस्तार से चर्चा हुई। — [792, 1232, 1090, 1331]
bjp-headline: भाजपा कार्यालय पर आगामी कार्यक्रमों को लेकर बैठक का आयोजन — [875, 1930, 1282, 1975]
bjp-body: बूथ स्तर तक सदस्यता अभियान को गति देने तथा केंद्र व प्रदेश सरकार की जनकल्याणकारी योजनाओं को जन-जन तक पहुंचाने का आह्वान किया गया। प्रत्येक बूथ पर पन्ना प्रमुखों की नियुक्ति शीघ्र पूर्ण करने के निर्देश दिए गए। 6 अप्रैल को स्थापना दिवस पर सभी मंडलों में ध्वजारोहण एवं विचार गोष्ठियों का आयोजन होगा। 14 अप्रैल को डॉ. भीमराव अंबेडकर जयंती पर सामाजिक समरसता कार्यक्रम आयोजित किए जाएंगे। बैठक में जिला पदाधिकारी, मंडल अध्यक्ष एवं विभिन्न मोर्चों के पदाधिकारी उपस्थित रहे। जिलाध्यक्ष ने कहा कि सभी कार्यकर्ता संगठन के कार्यक्रमों को जन आंदोलन बनाने में जुट जाएं। बैठक का समापन राष्ट्रगान के साथ हुआ। — [875, 2175, 1281, 2274]
registration-mark — [1337, 2376, 1348, 2387]
masthead-logo-icon — [1117, 21, 1153, 62]
registration-mark — [884, 2376, 895, 2387]
registration-mark — [1018, 2376, 1029, 2387]
dateline: बरेली। — [399, 1029, 429, 1043]
ek-najar-column — [29, 147, 390, 1438]
pda-body: यात्रा के नेतृत्वकर्ताओं ने कहा कि यह यात्रा समाज के वंचित वर्गों के अधिकारों की आवाज बुलंद करने के लिए निकाली गई है। यात्रा 30 मार्च 2026 को लखनऊ से प्रारंभ हुई थी और विभिन्न जनपदों से होते हुए शाहजहांपुर पहुंची। इस दौरान कार्यकर्ताओं ने सामाजिक न्याय के संकल्प को दोहराते हुए नारेबाजी की। यात्रा में बड़ी संख्या में महिलाएं एवं युवा शामिल रहे। रात्रि विश्राम के उपरांत यात्रा हरदोई के लिए रवाना हो गई। — [1303, 1727, 1522, 1856]
registration-mark — [1438, 2376, 1448, 2387]
registration-mark — [901, 2376, 911, 2387]
registration-mark — [733, 2376, 744, 2387]
dig-col1-text: पुलिस उपमहानिरीक्षक अजय कुमार साहनी ने रेंज कार्यालय सभागार में मासिक अपराध समीक्षा बैठक की। बैठक में रेंज के सभी जनपदों के वरिष्ठ पुलिस अधीक्षक एवं पुलिस अधीक्षक सम्मिलित हुए। डीआईजी ने लंबित विवेचनाओं के शीघ्र एवं गुणवत्तापूर्ण निस्तारण पर विशेष जोर दिया। हत्या, लूट, डकैती, बलात्कार जैसे गंभीर अपराधों में वांछित अभियुक्तों की शीघ्र गिरफ्तारी के निर्देश दिए गए। समीक्षा के दौरान मुख्यमंत्री पोर्टल एवं आईजीआरएस पर प्राप्त प्रार्थना पत्रों के समयबद्ध निस्तारण की स्थिति भी परखी गई। महिला संबंधी अपराधों में त्वरित कार्रवाई तथा पॉक्सो अधिनियम के अभियोगों में प्रभावी पैरवी कर सजा दिलाने पर बल दिया गया। डीआईजी ने जनपदवार अपराध आंकड़ों की तुलनात्मक समीक्षा करते हुए कहा कि अपराध नियंत्रण में लापरवाही बरतने वाले पुलिसकर्मियों के विरुद्ध सख्त कार्रवाई होगी। अवैध शराब, जुआ एवं सट्टे के विरुद्ध चलाए जा रहे अभियान की प्रगति भी जानी गई। साइबर अपराध की रोकथाम हेतु साइबर सेल को और सक्रिय करने के निर्देश दिए गए। — [399, 1030, 606, 1317]
